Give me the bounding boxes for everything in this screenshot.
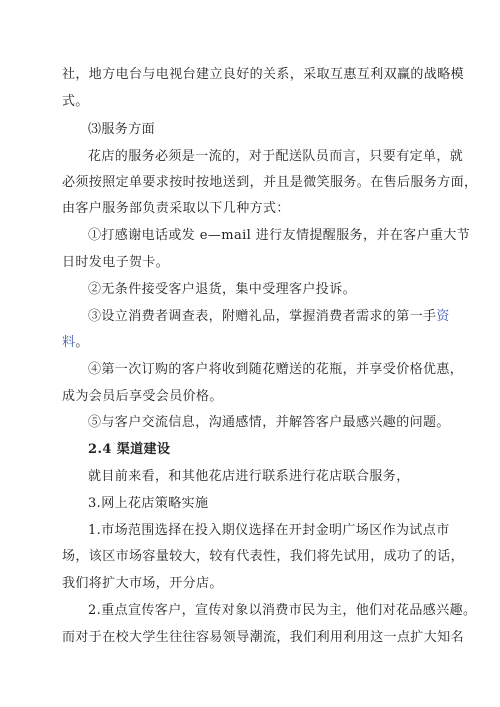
text-line: 社，地方电台与电视台建立良好的关系，采取互惠互利双赢的战略模 [62,67,465,82]
text-line: 我们将扩大市场，开分店。 [62,576,223,591]
text-line: 而对于在校大学生往往容易领导潮流，我们利用利用这一点扩大知名 [62,630,465,645]
text-line: 式。 [62,94,89,109]
link-ziliao-2[interactable]: 料 [62,335,76,350]
text-line: 2.重点宣传客户，宣传对象以消费市民为主，他们对花品感兴趣。 [88,603,477,618]
text-line: 由客户服务部负责采取以下几种方式： [62,201,290,216]
text-segment: ③设立消费者调查表，附赠礼品，掌握消费者需求的第一手 [88,309,437,324]
text-line: ①打感谢电话或发 e—mail 进行友情提醒服务，并在客户重大节 [88,228,471,243]
text-line: 日时发电子贺卡。 [62,255,170,270]
text-segment: 。 [75,335,89,350]
text-line: ②无条件接受客户退货，集中受理客户投诉。 [88,282,357,297]
text-line: ④第一次订购的客户将收到随花赠送的花瓶，并享受价格优惠， [88,362,464,377]
link-ziliao-1[interactable]: 资 [436,309,450,324]
section-heading: 3.网上花店策略实施 [88,496,209,511]
text-line: 花店的服务必须是一流的，对于配送队员而言，只要有定单，就 [88,149,464,164]
text-line: 必须按照定单要求按时按地送到，并且是微笑服务。在售后服务方面， [62,175,478,190]
section-heading: 2.4 渠道建设 [88,442,171,457]
text-line: 就目前来看，和其他花店进行联系进行花店联合服务， [88,469,410,484]
text-line: 场，该区市场容量较大，较有代表性，我们将先试用，成功了的话， [62,549,465,564]
section-heading: ⑶服务方面 [88,122,156,137]
text-line [62,334,442,352]
text-line: 成为会员后享受会员价格。 [62,389,223,404]
text-line: 1.市场范围选择在投入期仪选择在开封金明广场区作为试点市 [88,523,450,538]
text-line: ⑤与客户交流信息，沟通感情，并解答客户最感兴趣的问题。 [88,415,450,430]
text-line [88,308,448,326]
